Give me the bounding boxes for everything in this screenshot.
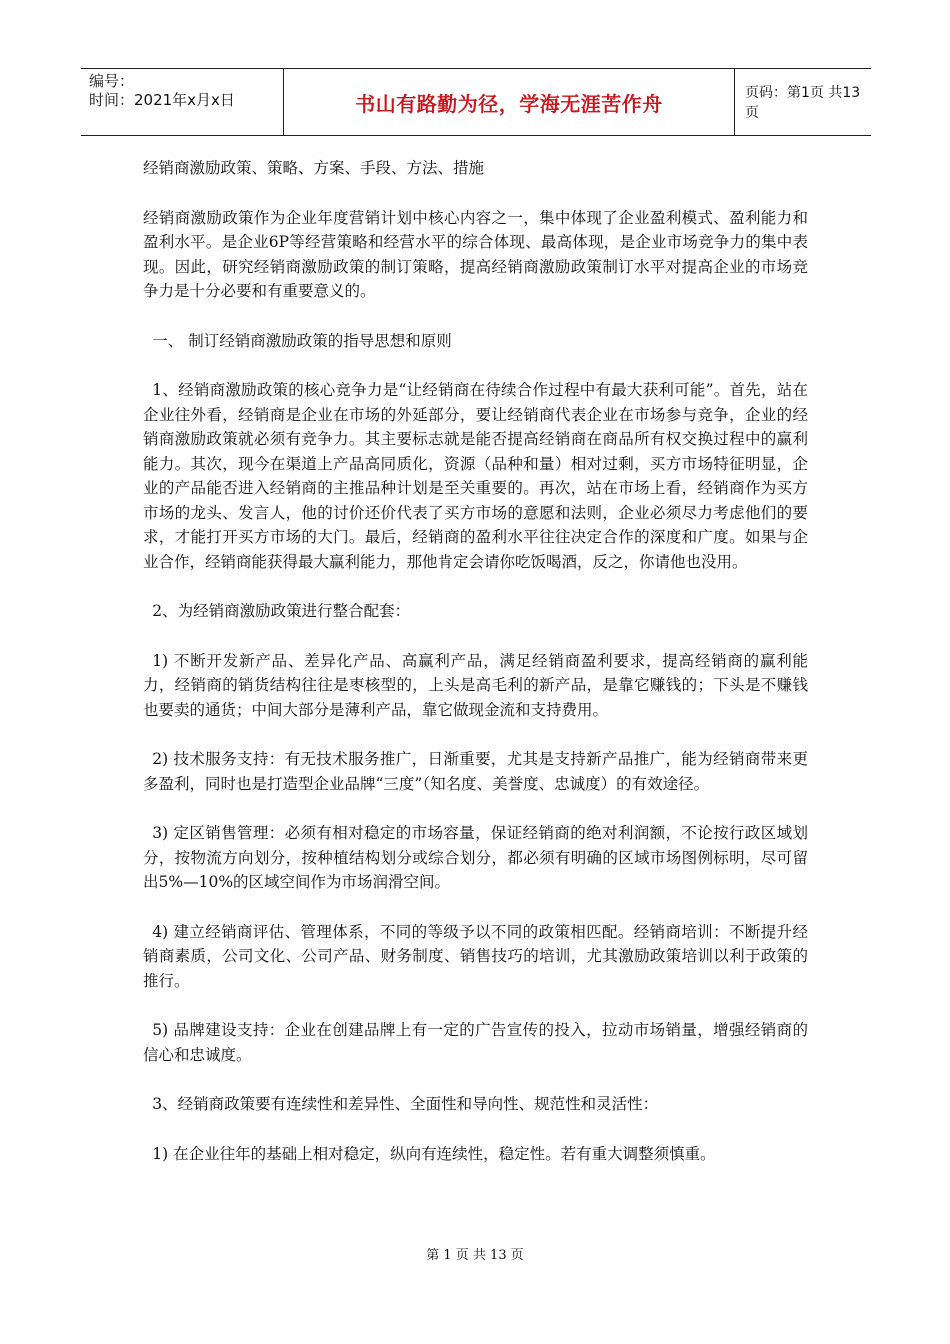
motto-text: 书山有路勤为径，学海无涯苦作舟 [355,91,663,116]
list-item: 4) 建立经销商评估、管理体系，不同的等级予以不同的政策相匹配。经销商培训：不断提升经销商素质，公司文化、公司产品、财务制度、销售技巧的培训，尤其激励政策培训以利于政策的推行。 [143,922,808,990]
list-item: 5) 品牌建设支持：企业在创建品牌上有一定的广告宣传的投入，拉动市场销量，增强经销商的信心和忠诚度。 [143,1021,808,1064]
subsection-heading: 2、为经销商激励政策进行整合配套： [152,602,411,620]
page-footer: 第 1 页 共 13 页 [426,1248,524,1263]
header-motto-cell [283,69,735,135]
document-body [143,156,808,1191]
date-label: 时间：2021年x月x日 [89,91,235,109]
section-heading: 一、 制订经销商激励政策的指导思想和原则 [152,331,452,350]
document-title: 经销商激励政策、策略、方案、手段、方法、措施 [143,159,485,177]
paragraph: 1、经销商激励政策的核心竞争力是“让经销商在待续合作过程中有最大获利可能”。首先，站在企业往外看，经销商是企业在市场的外延部分，要让经销商代表企业在市场参与竞争，企业的经销商激励政策就必须有竞争力。其主要标志就是能否提高经销商在商品所有权交换过程中的赢利能力。其次，现今在渠道上产品高同质化，资源（品种和量）相对过剩，买方市场特征明显，企业的产品能否进入经销商的主推品种计划是至关重要的。再次，站在市场上看，经销商作为买方市场的龙头、发言人，他的讨价还价代表了买方市场的意愿和法则，企业必须尽力考虑他们的要求，才能打开买方市场的大门。最后，经销商的盈利水平往往决定合作的深度和广度。如果与企业合作，经销商能获得最大赢利能力，那他肯定会请你吃饭喝酒，反之，你请他也没用。 [143,381,808,571]
subsection-heading: 3、经销商政策要有连续性和差异性、全面性和导向性、规范性和灵活性： [152,1095,659,1113]
document-header [81,68,871,136]
page-number-label: 页码：第1页 共13页 [745,85,861,121]
number-label: 编号： [89,72,135,90]
list-item: 1) 不断开发新产品、差异化产品、高赢利产品，满足经销商盈利要求，提高经销商的赢利能力，经销商的销货结构往往是枣核型的，上头是高毛利的新产品，是靠它赚钱的；下头是不赚钱也要卖的通货；中间大部分是薄利产品，靠它做现金流和支持费用。 [143,651,808,719]
list-item: 3) 定区销售管理：必须有相对稳定的市场容量，保证经销商的绝对利润额，不论按行政区域划分，按物流方向划分，按种植结构划分或综合划分，都必须有明确的区域市场图例标明，尽可留出5%—10%的区域空间作为市场润滑空间。 [143,824,808,891]
list-item: 1) 在企业往年的基础上相对稳定，纵向有连续性，稳定性。若有重大调整须慎重。 [152,1144,716,1163]
paragraph-intro: 经销商激励政策作为企业年度营销计划中核心内容之一，集中体现了企业盈利模式、盈利能力和盈利水平。是企业6P等经营策略和经营水平的综合体现、最高体现，是企业市场竞争力的集中表现。因此，研究经销商激励政策的制订策略，提高经销商激励政策制订水平对提高企业的市场竞争力是十分必要和有重要意义的。 [143,208,808,300]
header-left-cell [81,69,283,135]
list-item: 2) 技术服务支持：有无技术服务推广，日渐重要，尤其是支持新产品推广，能为经销商带来更多盈利，同时也是打造型企业品牌“三度”（知名度、美誉度、忠诚度）的有效途径。 [143,750,808,793]
header-page-cell [735,69,871,135]
